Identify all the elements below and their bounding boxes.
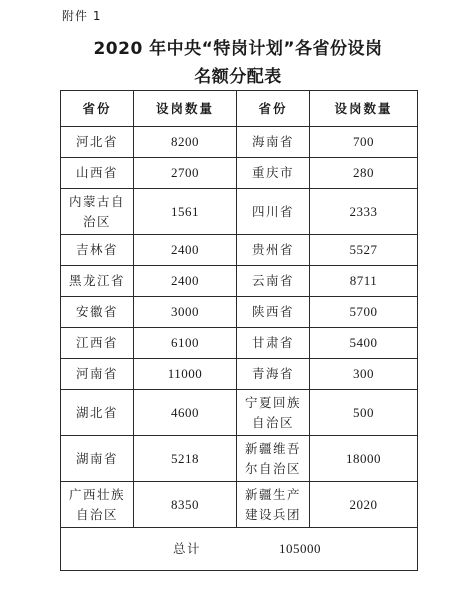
- province-cell: 新疆生产建设兵团: [237, 482, 310, 528]
- table-row: [61, 359, 418, 390]
- quota-cell: 8350: [134, 482, 237, 528]
- quota-cell: 2400: [134, 266, 237, 297]
- quota-table: [60, 90, 418, 571]
- quota-cell: 6100: [134, 328, 237, 359]
- province-cell: 河南省: [61, 359, 134, 390]
- page-title: 2020 年中央“特岗计划”各省份设岗: [93, 39, 383, 59]
- quota-cell: 2333: [310, 189, 418, 235]
- province-cell: 四川省: [237, 189, 310, 235]
- province-cell: 河北省: [61, 127, 134, 158]
- province-cell: 贵州省: [237, 235, 310, 266]
- table-row: [61, 482, 418, 528]
- province-cell: 湖南省: [61, 436, 134, 482]
- quota-cell: 280: [310, 158, 418, 189]
- province-cell: 安徽省: [61, 297, 134, 328]
- quota-cell: 500: [310, 390, 418, 436]
- table-row: [61, 235, 418, 266]
- page-title-line2: 名额分配表: [194, 67, 282, 87]
- province-cell: 陕西省: [237, 297, 310, 328]
- quota-cell: 5527: [310, 235, 418, 266]
- table-row: [61, 158, 418, 189]
- province-cell: 云南省: [237, 266, 310, 297]
- table-row: [61, 390, 418, 436]
- quota-cell: 11000: [134, 359, 237, 390]
- quota-cell: 2700: [134, 158, 237, 189]
- table-row: [61, 436, 418, 482]
- province-cell: 内蒙古自治区: [61, 189, 134, 235]
- header-province: 省份: [61, 91, 134, 127]
- quota-cell: 8711: [310, 266, 418, 297]
- province-cell: 甘肃省: [237, 328, 310, 359]
- total-cell: [61, 528, 418, 571]
- province-cell: 新疆维吾尔自治区: [237, 436, 310, 482]
- province-cell: 青海省: [237, 359, 310, 390]
- table-row: [61, 189, 418, 235]
- table-header-row: [61, 91, 418, 127]
- province-cell: 黑龙江省: [61, 266, 134, 297]
- quota-cell: 5400: [310, 328, 418, 359]
- table-row: [61, 127, 418, 158]
- table-row: [61, 266, 418, 297]
- province-cell: 宁夏回族自治区: [237, 390, 310, 436]
- quota-cell: 5700: [310, 297, 418, 328]
- province-cell: 山西省: [61, 158, 134, 189]
- quota-cell: 3000: [134, 297, 237, 328]
- province-cell: 江西省: [61, 328, 134, 359]
- quota-cell: 4600: [134, 390, 237, 436]
- quota-cell: 5218: [134, 436, 237, 482]
- table-total-row: [61, 528, 418, 571]
- table-row: [61, 328, 418, 359]
- province-cell: 吉林省: [61, 235, 134, 266]
- quota-cell: 18000: [310, 436, 418, 482]
- province-cell: 广西壮族自治区: [61, 482, 134, 528]
- total-value: 105000: [279, 541, 321, 556]
- province-cell: 湖北省: [61, 390, 134, 436]
- quota-cell: 700: [310, 127, 418, 158]
- header-quota: 设岗数量: [310, 91, 418, 127]
- attachment-label: 附件 1: [62, 9, 102, 23]
- quota-cell: 8200: [134, 127, 237, 158]
- province-cell: 重庆市: [237, 158, 310, 189]
- header-province: 省份: [237, 91, 310, 127]
- table-row: [61, 297, 418, 328]
- total-label: 总计: [172, 541, 201, 556]
- header-quota: 设岗数量: [134, 91, 237, 127]
- quota-cell: 2400: [134, 235, 237, 266]
- quota-cell: 300: [310, 359, 418, 390]
- quota-cell: 1561: [134, 189, 237, 235]
- quota-cell: 2020: [310, 482, 418, 528]
- province-cell: 海南省: [237, 127, 310, 158]
